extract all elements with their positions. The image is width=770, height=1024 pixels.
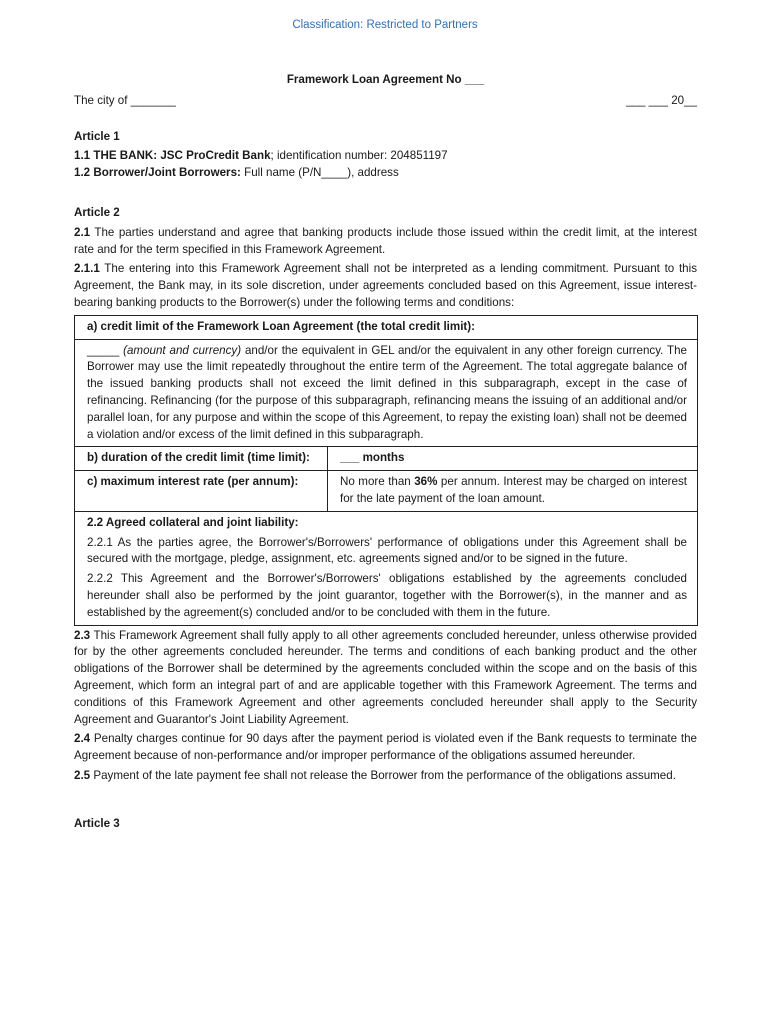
terms-table [74,315,698,626]
paragraph-2-4-number: 2.4 [74,732,91,746]
paragraph-2-4-text: Penalty charges continue for 90 days after the payment period is violated even if the Bank requests to terminate the Agreement because of non-performance and/or improper performance of the obligations assumed hereunder. [74,732,697,763]
table-row [75,471,698,512]
paragraph-2-1-number: 2.1 [74,225,91,239]
table-row [75,315,698,339]
duration-label-cell [75,447,328,471]
interest-value-cell [328,471,698,512]
item-1-1-bank: JSC ProCredit Bank [160,149,271,163]
item-1-2-number: 1.2 [74,166,91,180]
credit-limit-text: and/or the equivalent in GEL and/or the equivalent in any other foreign currency. The Borrower may use the limit repeatedly throughout the entire term of the Agreement. The total aggregate balance of the issued banking products shall not exceed the limit defined in this subparagraph, except in the case of refinancing. Refinancing (for the purpose of this subparagraph, refinancing means the issuing of an additional and/or parallel loan, for any purpose and within the scope of this Agreement, to repay the existing loan) shall not be deemed a violation and/or excess of the limit defined in this subparagraph. [87,343,687,441]
paragraph-2-1-1-number: 2.1.1 [74,262,100,276]
table-row [75,511,698,625]
paragraph-2-5 [74,768,697,785]
paragraph-2-3 [74,628,697,729]
article-1-item-2 [74,165,697,182]
article-3-heading: Article 3 [74,816,120,830]
paragraph-2-4 [74,731,697,765]
paragraph-2-5-text: Payment of the late payment fee shall not release the Borrower from the performance of the obligations assumed. [90,768,676,782]
document-title: Framework Loan Agreement No ___ [286,73,485,86]
paragraph-2-3-text: This Framework Agreement shall fully apply to all other agreements concluded hereunder, unless otherwise provided for by the other agreements concluded hereunder. The terms and conditions of each banking product and the other obligations of the Borrower shall be determined by the agreements concluded within the scope and on the basis of this Agreement, which form an integral part of and are applicable together with this Framework Agreement. The terms and conditions of this Framework Agreement and other agreements concluded hereunder shall apply to the Security Agreement and Guarantor's Joint Liability Agreement. [74,628,697,726]
paragraph-2-1-1-text: The entering into this Framework Agreement shall not be interpreted as a lending commitment. Pursuant to this Agreement, the Bank may, in its sole discretion, under agreements concluded based on this Agreement, issue interest-bearing banking products to the Borrower(s) under the following terms and conditions: [74,262,697,309]
amount-blank: _____ [87,343,124,357]
interest-suffix: per annum. Interest may be charged on interest for the late payment of the loan amount. [340,475,687,505]
article-1-item-1 [74,148,697,165]
interest-prefix: No more than [340,475,415,489]
paragraph-2-1-1 [74,261,697,311]
document-body [74,72,697,832]
collateral-cell [75,511,698,625]
table-row [75,339,698,447]
interest-label: c) maximum interest rate (per annum): [87,475,299,489]
duration-value-cell [328,447,698,471]
item-1-2-text: Full name (P/N____), address [240,166,399,180]
paragraph-2-2-1: 2.2.1 As the parties agree, the Borrower's/Borrowers' performance of obligations under this Agreement shall be secured with the mortgage, pledge, assignment, etc. agreements signed and/or to be signed in the future. [87,535,687,566]
article-2-heading: Article 2 [74,205,120,219]
item-1-2-label: Borrower/Joint Borrowers: [93,166,241,180]
paragraph-2-1-text: The parties understand and agree that banking products include those issued within the credit limit, at the interest rate and for the term specified in this Framework Agreement. [74,225,697,256]
credit-limit-text-cell [75,339,698,447]
paragraph-2-1 [74,225,697,259]
article-1-heading: Article 1 [74,129,120,143]
city-field: The city of _______ [74,93,176,107]
table-row [75,447,698,471]
item-1-1-text: ; identification number: 204851197 [270,149,448,163]
date-field: ___ ___ 20__ [626,93,697,107]
duration-value: ___ months [340,451,405,465]
paragraph-2-2-2: 2.2.2 This Agreement and the Borrower's/Borrowers' obligations established by the agreements concluded hereunder shall also be performed by the joint guarantor, together with the Borrower(s), in the manner and as established by the agreement(s) concluded and/or to be concluded with them in the future. [87,572,687,619]
city-date-line [74,93,697,110]
item-1-1-number: 1.1 [74,149,91,163]
paragraph-2-3-number: 2.3 [74,628,91,642]
interest-rate: 36% [414,475,438,489]
collateral-heading-text: 2.2 Agreed collateral and joint liability: [87,515,299,529]
paragraph-2-5-number: 2.5 [74,768,91,782]
item-1-1-label: THE BANK: [93,149,158,163]
credit-limit-heading: a) credit limit of the Framework Loan Agreement (the total credit limit): [87,319,476,333]
duration-label: b) duration of the credit limit (time limit): [87,451,310,465]
collateral-heading [87,515,687,532]
interest-label-cell [75,471,328,512]
classification-label: Classification: Restricted to Partners [292,19,478,31]
amount-currency: (amount and currency) [123,343,242,357]
credit-limit-heading-cell [75,315,698,339]
